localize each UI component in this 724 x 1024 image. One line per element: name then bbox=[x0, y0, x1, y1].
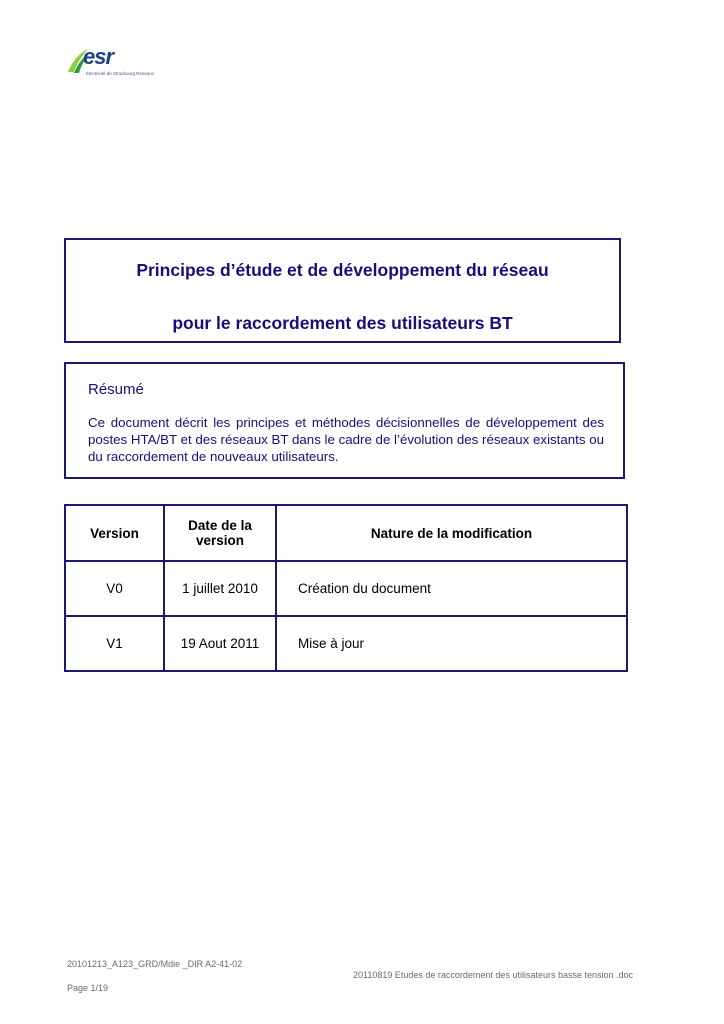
summary-box bbox=[64, 362, 625, 479]
table-row bbox=[65, 561, 627, 616]
header-date: Date de la version bbox=[164, 505, 276, 561]
cell-nature: Création du document bbox=[276, 561, 627, 616]
footer-filename: 20110819 Etudes de raccordement des utilisateurs basse tension .doc bbox=[353, 970, 634, 980]
cell-nature: Mise à jour bbox=[276, 616, 627, 671]
table-row bbox=[65, 616, 627, 671]
summary-heading: Résumé bbox=[88, 381, 144, 398]
cell-version: V0 bbox=[65, 561, 164, 616]
footer-page-number: Page 1/19 bbox=[67, 983, 109, 993]
document-title-line-1: Principes d’étude et de développement du réseau bbox=[136, 260, 549, 280]
esr-logo bbox=[66, 44, 155, 82]
logo-tagline: Électricité de Strasbourg Réseaux bbox=[86, 71, 155, 76]
document-title-line-2: pour le raccordement des utilisateurs BT bbox=[172, 313, 513, 333]
cell-version: V1 bbox=[65, 616, 164, 671]
cell-date: 19 Aout 2011 bbox=[164, 616, 276, 671]
header-nature: Nature de la modification bbox=[276, 505, 627, 561]
cell-date: 1 juillet 2010 bbox=[164, 561, 276, 616]
table-header-row bbox=[65, 505, 627, 561]
logo-wordmark: esr bbox=[83, 44, 114, 69]
footer-reference: 20101213_A123_GRD/Mdie _DIR A2-41-02 bbox=[67, 959, 243, 969]
header-version: Version bbox=[65, 505, 164, 561]
summary-text: Ce document décrit les principes et méthodes décisionnelles de développement des postes HTA/BT et des réseaux BT dans le cadre de l’évolution des réseaux existants ou du raccordement de nouveaux utilisateurs. bbox=[88, 415, 604, 464]
version-history-table bbox=[64, 504, 628, 672]
document-title-box bbox=[64, 238, 621, 343]
